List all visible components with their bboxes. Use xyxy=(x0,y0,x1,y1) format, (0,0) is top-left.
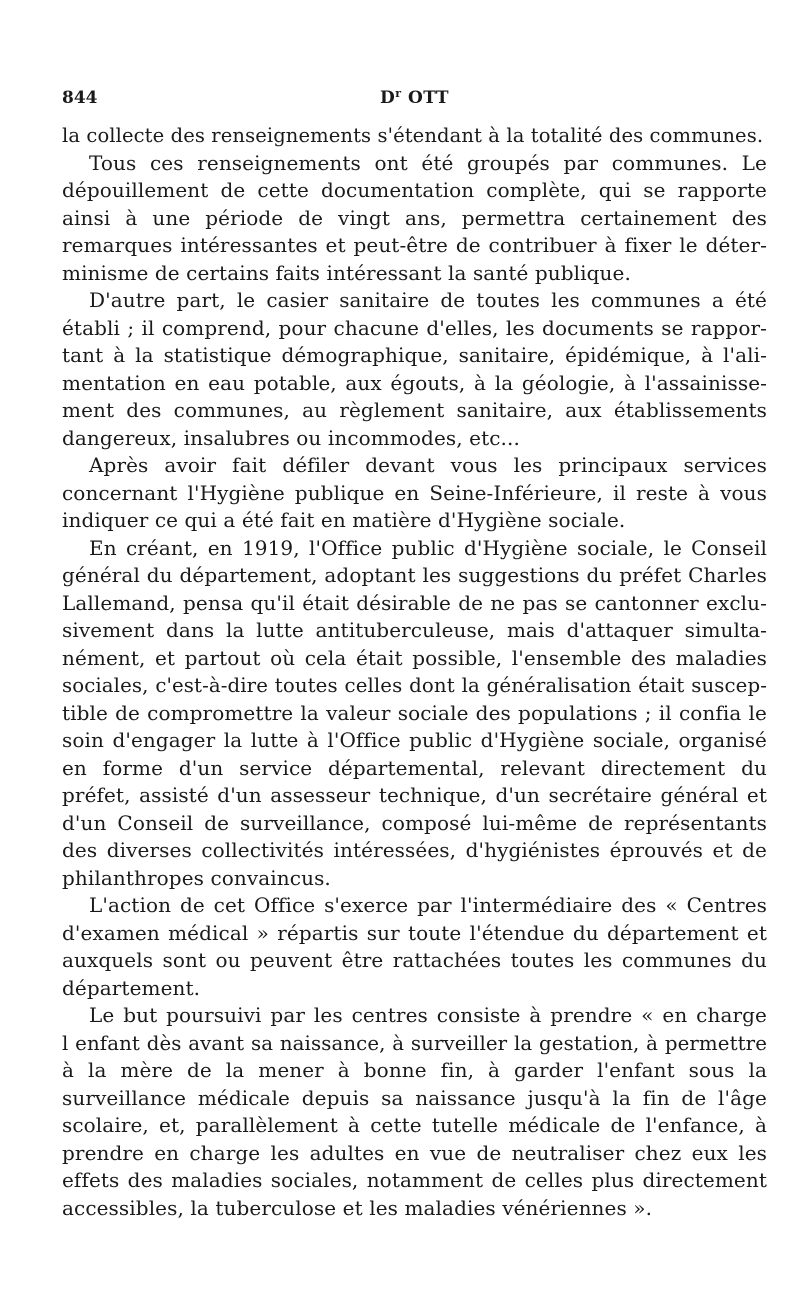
text-line: Le but poursuivi par les centres consiste à prendre « en charge xyxy=(89,1003,767,1027)
text-line: dangereux, insalubres ou incommodes, etc... xyxy=(62,425,520,450)
text-line: d'un Conseil de surveillance, composé lui-même de représentants xyxy=(62,810,767,835)
text-line: l enfant dès avant sa naissance, à surveiller la gestation, à permettre xyxy=(62,1031,767,1055)
paragraph xyxy=(62,892,767,1002)
text-line: tant à la statistique démographique, sanitaire, épidémique, à l'ali- xyxy=(62,343,767,367)
text-line: en forme d'un service départemental, relevant directement du xyxy=(62,755,767,780)
paragraph xyxy=(62,150,767,288)
text-line: général du département, adoptant les suggestions du préfet Charles xyxy=(62,563,767,587)
text-line: des diverses collectivités intéressées, d'hygiénistes éprouvés et de xyxy=(62,838,767,862)
text-line: Après avoir fait défiler devant vous les principaux services xyxy=(89,453,767,477)
text-line: ment des communes, au règlement sanitaire, aux établissements xyxy=(62,398,767,422)
author-prefix: D xyxy=(380,88,396,108)
text-line: En créant, en 1919, l'Office public d'Hygiène sociale, le Conseil xyxy=(89,535,767,560)
text-line: surveillance médicale depuis sa naissance jusqu'à la fin de l'âge xyxy=(62,1085,767,1110)
page-number: 844 xyxy=(62,88,98,108)
paragraph xyxy=(62,122,767,150)
text-line: sociales, c'est-à-dire toutes celles dont la généralisation était suscep- xyxy=(62,674,767,697)
paragraph xyxy=(62,1002,767,1222)
text-line: tible de compromettre la valeur sociale des populations ; il confia le xyxy=(62,700,767,725)
text-line: à la mère de la mener à bonne fin, à garder l'enfant sous la xyxy=(62,1058,767,1082)
page-header-title xyxy=(62,88,767,108)
running-head xyxy=(62,88,767,122)
text-line: auxquels sont ou peuvent être rattachées toutes les communes du xyxy=(62,948,767,972)
text-line: scolaire, et, parallèlement à cette tutelle médicale de l'enfance, à xyxy=(62,1113,767,1137)
text-line: L'action de cet Office s'exerce par l'intermédiaire des « Centres xyxy=(89,893,767,917)
document-page xyxy=(62,88,767,1222)
text-line: d'examen médical » répartis sur toute l'étendue du département et xyxy=(62,920,767,945)
author-prefix-superscript: r xyxy=(395,87,402,100)
text-line: mentation en eau potable, aux égouts, à la géologie, à l'assainisse- xyxy=(62,370,767,395)
text-line: effets des maladies sociales, notamment de celles plus directement xyxy=(62,1168,767,1192)
text-line: D'autre part, le casier sanitaire de toutes les communes a été xyxy=(89,288,767,312)
text-line: indiquer ce qui a été fait en matière d'Hygiène sociale. xyxy=(62,508,626,532)
text-line: Lallemand, pensa qu'il était désirable de ne pas se cantonner exclu- xyxy=(62,590,767,615)
text-line: sivement dans la lutte antituberculeuse, mais d'attaquer simulta- xyxy=(62,618,767,642)
body-text xyxy=(62,122,767,1222)
paragraph xyxy=(62,287,767,452)
text-line: minisme de certains faits intéressant la santé publique. xyxy=(62,260,631,285)
text-line: accessibles, la tuberculose et les maladies vénériennes ». xyxy=(62,1195,653,1220)
text-line: remarques intéressantes et peut-être de contribuer à fixer le déter- xyxy=(62,233,767,257)
text-line: prendre en charge les adultes en vue de neutraliser chez eux les xyxy=(62,1140,767,1165)
text-line: département. xyxy=(62,975,201,1000)
text-line: Tous ces renseignements ont été groupés par communes. Le xyxy=(89,150,767,175)
paragraph xyxy=(62,535,767,893)
paragraph xyxy=(62,452,767,535)
author-name: OTT xyxy=(401,88,449,108)
text-line: établi ; il comprend, pour chacune d'elles, les documents se rappor- xyxy=(62,315,767,340)
text-line: préfet, assisté d'un assesseur technique, d'un secrétaire général et xyxy=(62,783,767,807)
text-line: ainsi à une période de vingt ans, permettra certainement des xyxy=(62,205,767,230)
text-line: concernant l'Hygiène publique en Seine-Inférieure, il reste à vous xyxy=(62,480,767,505)
text-line: nément, et partout où cela était possible, l'ensemble des maladies xyxy=(62,645,767,670)
text-line: la collecte des renseignements s'étendant à la totalité des communes. xyxy=(62,124,764,147)
text-line: philanthropes convaincus. xyxy=(62,865,331,890)
text-line: soin d'engager la lutte à l'Office public d'Hygiène sociale, organisé xyxy=(62,728,767,752)
text-line: dépouillement de cette documentation complète, qui se rapporte xyxy=(62,178,767,202)
